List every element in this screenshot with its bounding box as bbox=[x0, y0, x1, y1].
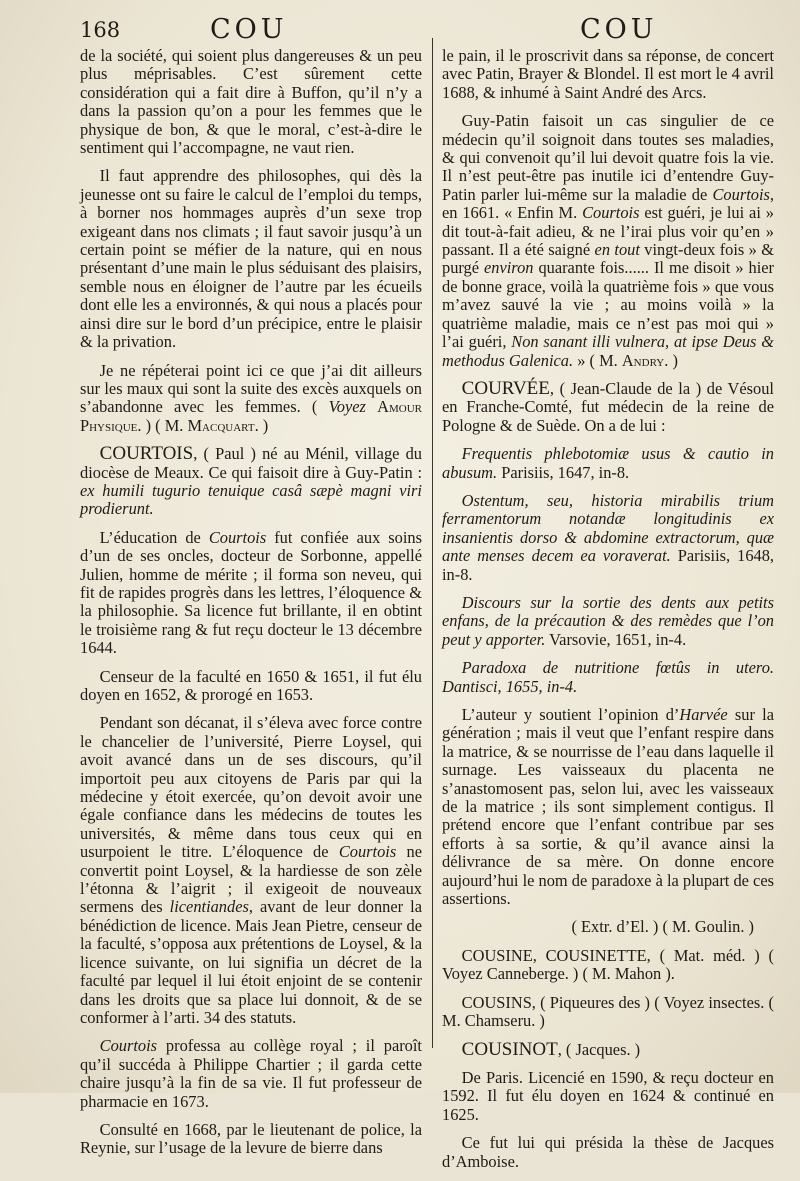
italic-word: environ bbox=[484, 258, 534, 278]
paragraph: le pain, il le proscrivit dans sa réponse, de concert avec Patin, Brayer & Blondel. Il est mort le 4 avril 1688, & inhumé à Saint André des Arcs. bbox=[442, 46, 774, 102]
bibliography-item bbox=[442, 445, 774, 482]
text-span: , ( Jean-Claude de la ) de Vésoul en Franche-Comté, fut médecin de la reine de Pologne & de Suède. On a de lui : bbox=[442, 378, 774, 435]
text-span: fut confiée aux soins d’un de ses oncles, docteur de Sorbonne, appellé Julien, homme de mérite ; il forma son neveu, qui fit de rapides progrès dans les lettres, l’éloquence & la philosophie. Sa licence fut brillante, il en obtint le troisième rang & fut reçu docteur le 13 décembre 1644. bbox=[80, 527, 422, 658]
latin-quote: ex humili tugurio tenuique casâ sæpè magni viri prodierunt. bbox=[80, 480, 422, 519]
paragraph: Ce fut lui qui présida la thèse de Jacques d’Amboise. bbox=[442, 1133, 774, 1171]
text-span: . ) ( M. bbox=[137, 415, 188, 435]
italic-text: Voyez bbox=[328, 397, 366, 417]
running-header bbox=[80, 14, 780, 48]
author-name: Andry bbox=[621, 350, 665, 370]
text-span: Guy-Patin faisoit un cas singulier de ce médecin qu’il soignoit dans toutes ses maladies, & qui convenoit qu’il lui devoit quatre fois la vie. Il n’est peut-être pas inutile ici d’entendre Guy-Patin parler lui-même sur la maladie de bbox=[442, 111, 774, 204]
italic-name: Courtois bbox=[208, 527, 267, 547]
text-span: sur la génération ; mais il veut que l’enfant respire dans la matrice, & se nourrisse de l’eau dans laquelle il surnage. Les vaisseaux du placenta ne s’anastomosent pas, selon lui, avec les vaisseaux de la matrice ; ils sont simplement contigus. Il prétend encore que l’enfant contribue par ses efforts à sa sortie, & qu’il avance ainsi la délivrance de sa mère. On donne encore aujourd’hui le nom de paradoxe à la plupart de ces assertions. bbox=[442, 705, 774, 909]
text-span: Je ne répéterai point ici ce que j’ai dit ailleurs sur les maux qui sont la suite des excès auxquels on s’abandonne avec les femmes. ( bbox=[80, 360, 422, 417]
column-divider bbox=[432, 38, 433, 1048]
entry-paragraph: COUSINE, COUSINETTE, ( Mat. méd. ) ( Voyez Canneberge. ) ( M. Mahon ). bbox=[442, 945, 774, 984]
text-span: . ) bbox=[254, 415, 269, 435]
text-span: vingt-deux fois » & purgé bbox=[442, 240, 774, 278]
page-number: 168 bbox=[80, 18, 121, 42]
italic-name: Courtois bbox=[338, 842, 397, 862]
paragraph bbox=[80, 714, 422, 1027]
paragraph bbox=[80, 362, 422, 436]
text-span: , avant de leur donner la bénédiction de licence. Mais Jean Pietre, censeur de la faculté, s’opposa aux prétentions de Loysel, & la licence suivante, on lui signifia un décret de la faculté par lequel il lui étoit enjoint de se contenir dans les droits que sa place lui donnoit, & de se conformer à l’arti. 34 des statuts. bbox=[80, 897, 422, 1027]
italic-name: Courtois bbox=[99, 1036, 158, 1056]
italic-name: Courtois bbox=[582, 203, 640, 223]
source-citation: ( Extr. d’El. ) ( M. Goulin. ) bbox=[571, 917, 754, 937]
text-span: ne convertit point Loysel, & la hardiesse de son zèle l’étonna & l’aigrit ; il exigeoit de nouveaux sermens des bbox=[80, 842, 422, 917]
italic-word: licentiandes bbox=[169, 897, 249, 917]
text-span: professa au collège royal ; il paroît qu’il succéda à Philippe Chartier ; il garda cette chaire jusqu’à la fin de sa vie. Il fut professeur de pharmacie en 1673. bbox=[80, 1036, 422, 1111]
text-span: est guéri, je lui ai » dit tout-à-fait adieu, & ne l’irai plus voir qu’en » passant. Il a été saigné bbox=[442, 203, 774, 260]
text-span: , ( Jacques. ) bbox=[557, 1039, 641, 1059]
italic-word: en tout bbox=[594, 240, 640, 260]
work-title: Frequentis phlebotomiæ usus & cautio in abusum. bbox=[442, 444, 774, 482]
paragraph bbox=[442, 706, 774, 908]
paragraph bbox=[80, 1037, 422, 1111]
italic-name: Harvée bbox=[679, 705, 728, 724]
header-word-left: COU bbox=[210, 14, 288, 45]
text-span: Parisiis, 1647, in-8. bbox=[501, 462, 630, 482]
entry-paragraph bbox=[80, 445, 422, 519]
text-span: Varsovie, 1651, in-4. bbox=[549, 629, 687, 649]
bibliography-item: Paradoxa de nutritione fœtûs in utero. Dantisci, 1655, in-4. bbox=[442, 658, 774, 696]
paragraph: Censeur de la faculté en 1650 & 1651, il fut élu doyen en 1652, & prorogé en 1653. bbox=[80, 666, 422, 704]
header-word-right: COU bbox=[580, 14, 658, 45]
paragraph: Consulté en 1668, par le lieutenant de police, la Reynie, sur l’usage de la levure de bierre dans bbox=[80, 1119, 422, 1158]
paragraph: Il faut apprendre des philosophes, qui dès la jeunesse ont su faire le calcul de l’emploi du temps, à borner nos hommages auprès d’un sexe trop exigeant dans nos climats ; il faut savoir jusqu’à un certain point se méfier de la nature, qui en nous présentant d’une main le plus séduisant des plaisirs, semble nous en éloigner de l’autre par les écueils dont elle les a environnés, & qui nous a placés pour ainsi dire sur le bord d’un précipice, entre le plaisir & la privation. bbox=[80, 166, 422, 352]
text-span: . ) bbox=[664, 350, 678, 370]
author-name: Macquart bbox=[187, 415, 255, 435]
text-span: L’auteur y soutient l’opinion d’ bbox=[461, 705, 680, 724]
paragraph bbox=[442, 112, 774, 370]
right-column bbox=[442, 47, 774, 1181]
text-span: L’éducation de bbox=[99, 527, 201, 547]
entry-heading: COURVÉE bbox=[461, 377, 550, 399]
work-title: Ostentum, seu, historia mirabilis trium ferramentorum notandæ longitudinis ex insanientis dorso & abdomine extractorum, quæ ante menses decem ea voraverat. bbox=[442, 490, 774, 566]
italic-name: Courtois bbox=[712, 184, 770, 204]
paragraph: De Paris. Licencié en 1590, & reçu docteur en 1592. Il fut élu doyen en 1624 & continué en 1625. bbox=[442, 1067, 774, 1124]
left-column bbox=[80, 47, 422, 1168]
text-span: » ( M. bbox=[577, 350, 622, 370]
entry-paragraph bbox=[442, 377, 774, 435]
cross-reference: Amour Physique bbox=[80, 397, 422, 435]
entry-paragraph: COUSINS, ( Piqueures des ) ( Voyez insectes. ( M. Chamseru. ) bbox=[442, 992, 774, 1031]
entry-heading: COURTOIS bbox=[99, 443, 194, 465]
work-title: Discours sur la sortie des dents aux petits enfans, de la précaution & des remèdes que l’on peut y apporter. bbox=[442, 592, 774, 649]
paragraph: de la société, qui soient plus dangereuses & un peu plus méprisables. C’est sûrement cette considération qui a fait dire à Buffon, qu’il n’y a dans la passion qu’on a pour les femmes que le physique de bon, & que le moral, c’est-à-dire le sentiment qui l’accompagne, ne vaut rien. bbox=[80, 46, 422, 158]
entry-paragraph bbox=[442, 1038, 774, 1060]
text-span: Pendant son décanat, il s’éleva avec force contre le chancelier de l’université, Pierre Loysel, qui avoit avancé dans un de ses discours, qu’il importoit peu aux citoyens de Paris par qui la médecine y étoit exercée, qu’on devoit avoir une égale confiance dans les médecins de toutes les universités, & même dans tous ceux qui en usurpoient le titre. L’éloquence de bbox=[80, 713, 422, 862]
bibliography-item bbox=[442, 492, 774, 584]
text-span: Parisiis, 1648, in-8. bbox=[442, 546, 774, 584]
text-span: , en 1661. « Enfin M. bbox=[442, 184, 774, 223]
latin-quote: Non sanant illi vulnera, at ipse Deus & methodus Galenica. bbox=[442, 332, 774, 370]
bibliography-item bbox=[442, 594, 774, 649]
text-span: , ( Paul ) né au Ménil, village du diocèse de Meaux. Ce qui faisoit dire à Guy-Patin : bbox=[80, 444, 422, 482]
entry-heading: COUSINOT bbox=[461, 1038, 558, 1060]
text-span: quarante fois...... Il me disoit » hier de bonne grace, voilà la quatrième fois » que vous m’avez sauvé la vie ; au moins voilà » la quatrième maladie, mais ce n’est pas moi qui » l’ai guéri, bbox=[442, 258, 774, 352]
paragraph bbox=[80, 529, 422, 658]
